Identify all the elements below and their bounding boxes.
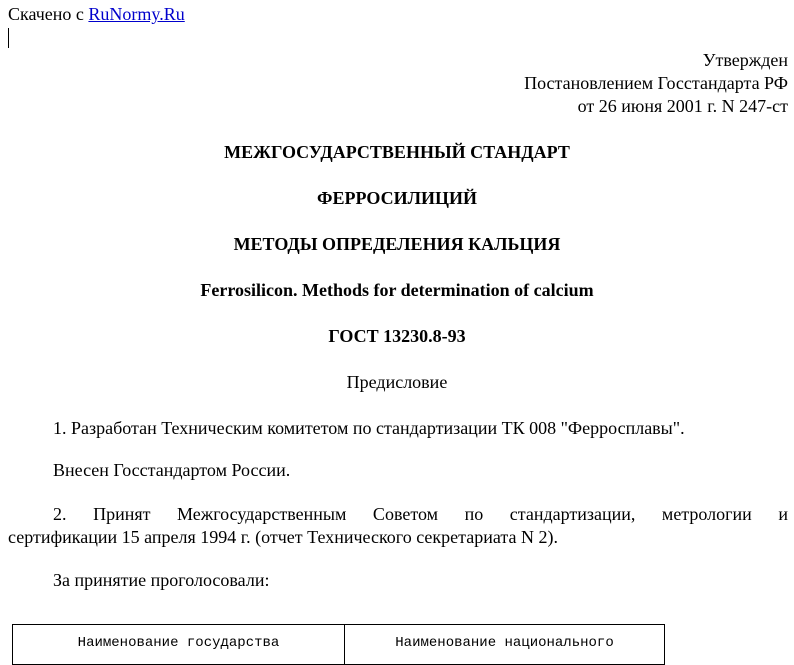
voting-table: [12, 624, 665, 665]
document-title: ФЕРРОСИЛИЦИЙ: [317, 188, 477, 208]
foreword-paragraph-3-line-1: 2. Принят Межгосударственным Советом по стандартизации, метрологии и: [53, 504, 788, 524]
source-line: [8, 5, 185, 23]
foreword-paragraph-1: 1. Разработан Техническим комитетом по стандартизации ТК 008 "Ферросплавы".: [53, 418, 685, 438]
foreword-paragraph-4: За принятие проголосовали:: [53, 570, 270, 590]
approval-line-3: от 26 июня 2001 г. N 247-ст: [577, 96, 788, 116]
document-title-en: Ferrosilicon. Methods for determination of calcium: [200, 280, 594, 300]
standard-kind: МЕЖГОСУДАРСТВЕННЫЙ СТАНДАРТ: [224, 142, 570, 162]
source-prefix: Скачено с: [8, 4, 84, 24]
approval-line-1: Утвержден: [702, 50, 788, 70]
foreword-paragraph-3-line-2: сертификации 15 апреля 1994 г. (отчет Технического секретариата N 2).: [8, 527, 558, 547]
table-header-cell: Наименование национального: [345, 625, 665, 665]
document-code: ГОСТ 13230.8-93: [328, 326, 466, 346]
foreword-paragraph-2: Внесен Госстандартом России.: [53, 460, 291, 480]
foreword-heading: Предисловие: [346, 372, 448, 392]
text-cursor: [8, 28, 9, 48]
approval-line-2: Постановлением Госстандарта РФ: [524, 73, 788, 93]
table-header-row: [13, 625, 665, 665]
document-subtitle: МЕТОДЫ ОПРЕДЕЛЕНИЯ КАЛЬЦИЯ: [233, 234, 561, 254]
table-header-cell: Наименование государства: [13, 625, 345, 665]
source-link[interactable]: RuNormy.Ru: [88, 4, 185, 24]
